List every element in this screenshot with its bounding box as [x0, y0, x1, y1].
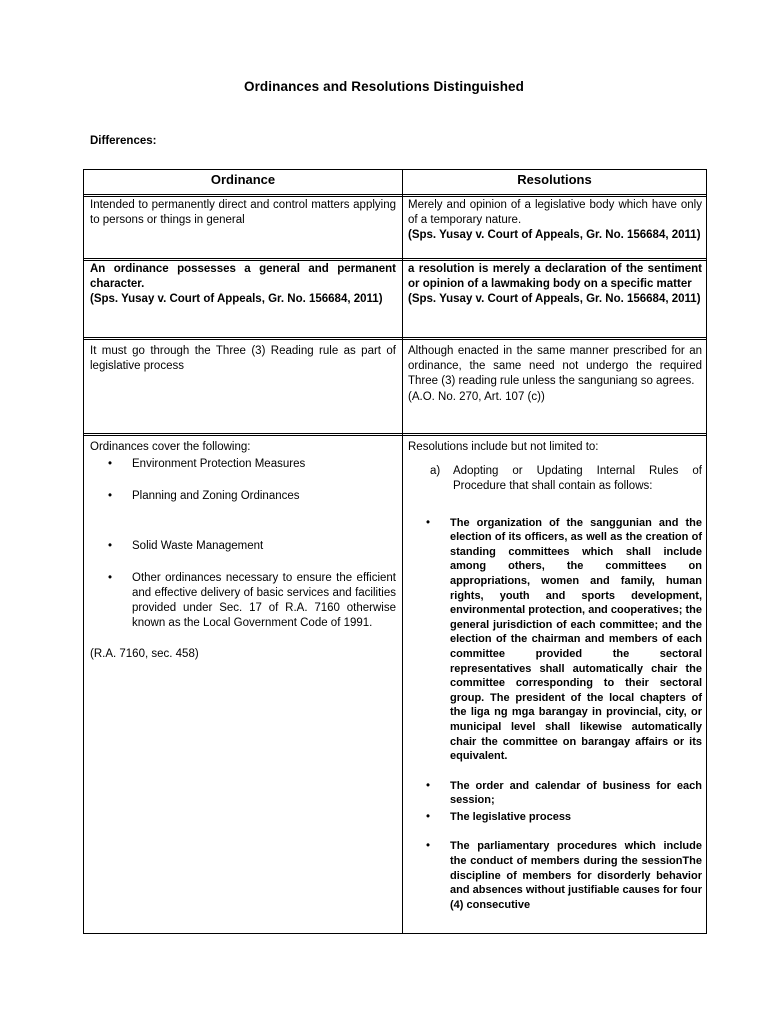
- header-resolutions: Resolutions: [517, 172, 592, 187]
- bullet-icon: •: [426, 516, 431, 529]
- document-title: Ordinances and Resolutions Distinguished: [243, 79, 525, 94]
- column-divider: [402, 170, 403, 933]
- list-item: [408, 779, 702, 808]
- row4-resolution-cell: [408, 440, 702, 912]
- list-item-text: The organization of the sanggunian and the election of its officers, as well as the creation of standing committees which shall include among others, the committees on appropriations, women and family, human rights, youth and sports development, environmental protection, and cooperatives; the general jurisdiction of each committee; and the election of the chairman and members of each committee provided the sectoral representatives shall automatically chair the committee corresponding to their sectoral group. The president of the local chapters of the liga ng mga barangay in provincial, city, or municipal level shall likewise automatically chair the committee on barangay affairs or its equivalent.: [450, 516, 702, 763]
- row2-ordinance-cell: [90, 262, 396, 308]
- subitem-text: Adopting or Updating Internal Rules of Procedure that shall contain as follows:: [453, 465, 702, 493]
- row1-ordinance-cell: Intended to permanently direct and control matters applying to persons or things in general: [90, 199, 396, 227]
- bullet-icon: •: [108, 458, 113, 471]
- row3-rule: [84, 433, 706, 436]
- list-item-text: Environment Protection Measures: [132, 458, 306, 471]
- row3-resolution-citation: (A.O. No. 270, Art. 107 (c)): [408, 390, 545, 403]
- ordinance-list: [90, 457, 396, 631]
- bullet-icon: •: [426, 810, 431, 823]
- subitem-marker: a): [430, 465, 441, 478]
- row3-ordinance-cell: It must go through the Three (3) Reading rule as part of legislative process: [90, 345, 396, 373]
- resolution-list-intro: Resolutions include but not limited to:: [408, 441, 599, 453]
- list-item-text: Solid Waste Management: [132, 539, 264, 552]
- row4-ordinance-cell: [90, 440, 396, 662]
- bullet-icon: •: [426, 779, 431, 792]
- bullet-icon: •: [108, 539, 113, 552]
- bullet-icon: •: [108, 571, 113, 584]
- list-item-text: Planning and Zoning Ordinances: [132, 490, 300, 503]
- row1-rule: [84, 258, 706, 261]
- row1-resolution-cell: [408, 198, 702, 244]
- comparison-table: [83, 169, 707, 934]
- row1-resolution-citation: (Sps. Yusay v. Court of Appeals, Gr. No. 156684, 2011): [408, 229, 701, 242]
- ordinance-list-citation: (R.A. 7160, sec. 458): [90, 647, 199, 660]
- list-item-text: The order and calendar of business for each session;: [450, 779, 702, 807]
- list-item: [90, 489, 396, 504]
- list-item-text: The legislative process: [450, 810, 572, 823]
- list-item: [408, 810, 702, 825]
- row3-resolution-cell: [408, 344, 702, 405]
- resolution-list: [408, 516, 702, 913]
- list-item-text: The parliamentary procedures which include the conduct of members during the sessionThe discipline of members for disorderly behavior and absences without justifiable causes for four (4) consecutive: [450, 840, 702, 911]
- list-item-text: Other ordinances necessary to ensure the efficient and effective delivery of basic services and facilities provided under Sec. 17 of R.A. 7160 otherwise known as the Local Government Code of 1991.: [132, 571, 396, 630]
- ordinance-list-intro: Ordinances cover the following:: [90, 441, 251, 453]
- row2-resolution-citation: (Sps. Yusay v. Court of Appeals, Gr. No. 156684, 2011): [408, 293, 701, 306]
- row2-ordinance-text: An ordinance possesses a general and permanent character.: [90, 263, 396, 291]
- list-item: [90, 457, 396, 472]
- header-rule: [84, 194, 706, 197]
- row3-resolution-text: Although enacted in the same manner prescribed for an ordinance, the same need not undergo the required Three (3) reading rule unless the sanguniang so agrees.: [408, 345, 702, 388]
- row2-rule: [84, 337, 706, 340]
- row2-resolution-cell: [408, 262, 702, 308]
- section-label-differences: Differences:: [90, 135, 157, 147]
- list-item: [408, 516, 702, 764]
- row1-resolution-text: Merely and opinion of a legislative body which have only of a temporary nature.: [408, 199, 702, 227]
- row2-ordinance-citation: (Sps. Yusay v. Court of Appeals, Gr. No. 156684, 2011): [90, 293, 383, 306]
- bullet-icon: •: [426, 840, 431, 853]
- list-item: [90, 539, 396, 554]
- bullet-icon: •: [108, 490, 113, 503]
- row2-resolution-text: a resolution is merely a declaration of the sentiment or opinion of a lawmaking body on a specific matter: [408, 263, 702, 291]
- resolution-subitem-a: [408, 464, 702, 494]
- list-item: [90, 571, 396, 632]
- header-ordinance: Ordinance: [210, 172, 276, 187]
- list-item: [408, 839, 702, 912]
